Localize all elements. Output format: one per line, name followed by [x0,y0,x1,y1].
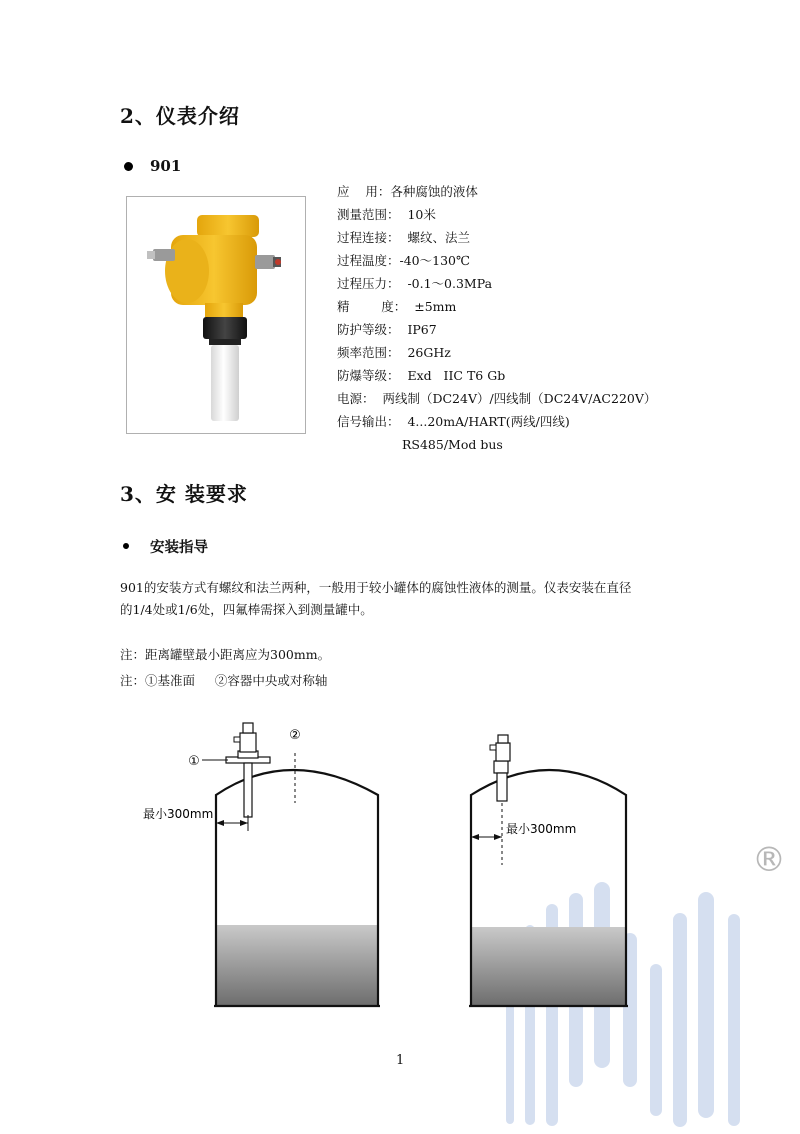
min-distance-label-left: 最小300mm [143,807,214,821]
min-distance-label-right: 最小300mm [506,822,577,836]
bullet-dot [124,162,133,171]
spec-explosion-proof: 防爆等级： Exd IIC T6 Gb [337,368,506,383]
install-guide-subheading: 安装指导 [150,540,208,556]
radar-level-meter-image [127,197,305,433]
page-number: 1 [396,1053,405,1068]
paragraph-line-1: 901的安装方式有螺纹和法兰两种，一般用于较小罐体的腐蚀性液体的测量。仪表安装在直径 [120,580,632,595]
spec-signal-output-continued: RS485/Mod bus [402,437,503,452]
installation-diagram [130,715,650,1015]
registered-mark: ® [752,840,786,880]
section-3-heading: 3、安 装要求 [120,482,248,506]
product-photo [126,196,306,434]
note-min-distance: 注：距离罐壁最小距离应为300mm。 [120,647,331,662]
spec-protection: 防护等级： IP67 [337,322,437,337]
model-title: 901 [150,157,182,175]
left-tank [202,723,380,1006]
spec-connection: 过程连接： 螺纹、法兰 [337,230,470,245]
spec-temperature: 过程温度：-40～130℃ [337,253,470,268]
bullet-dot [123,543,129,549]
spec-list [337,180,757,456]
spec-accuracy: 精 度： ±5mm [337,299,457,314]
spec-frequency: 频率范围： 26GHz [337,345,451,360]
spec-pressure: 过程压力： -0.1～0.3MPa [337,276,493,291]
marker-reference-plane: ① [188,754,200,769]
spec-application: 应 用：各种腐蚀的液体 [337,184,478,199]
note-legend: 注：①基准面 ②容器中央或对称轴 [120,673,328,688]
install-paragraph [120,577,720,621]
spec-range: 测量范围： 10米 [337,207,436,222]
spec-signal-output: 信号输出： 4...20mA/HART(两线/四线) [337,414,570,429]
spec-power: 电源： 两线制（DC24V）/四线制（DC24V/AC220V） [337,391,657,406]
paragraph-line-2: 的1/4处或1/6处，四氟棒需探入到测量罐中。 [120,602,373,617]
marker-center-axis: ② [289,728,301,743]
right-tank [469,735,628,1006]
section-2-heading: 2、仪表介绍 [120,104,240,128]
